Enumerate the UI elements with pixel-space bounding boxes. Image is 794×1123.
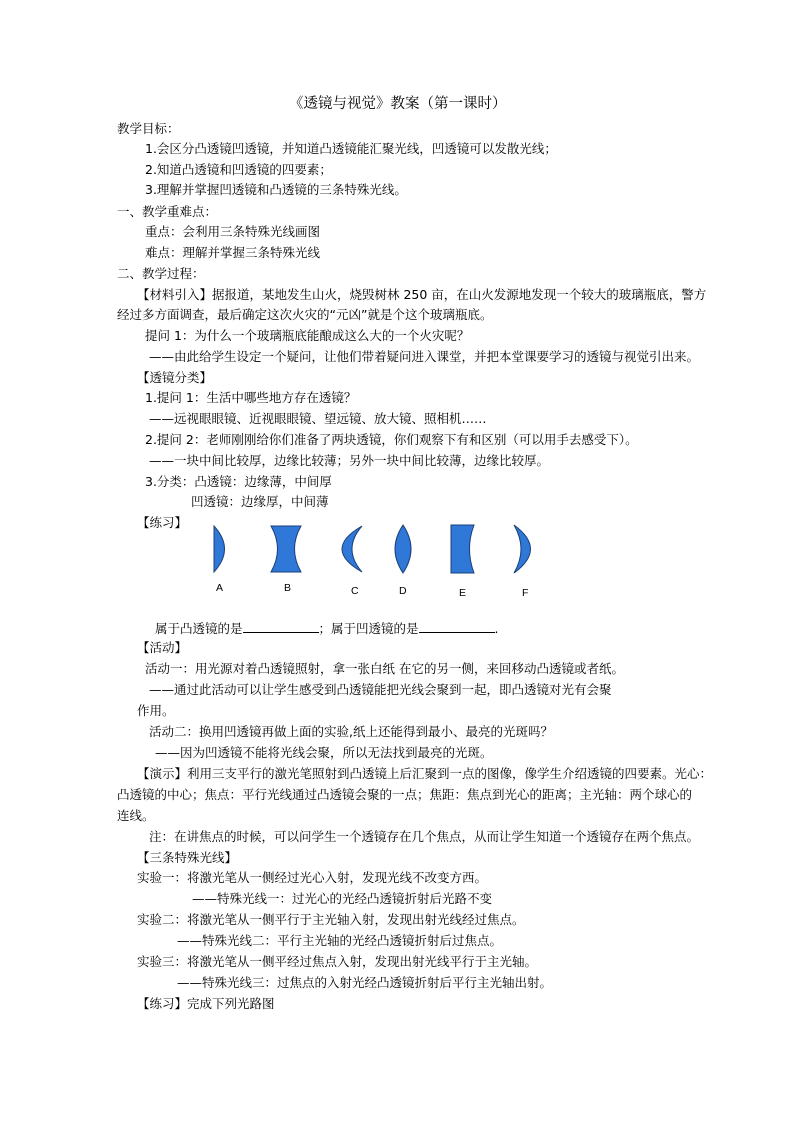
convex-answer-blank[interactable] [243,620,319,633]
lens-b [268,524,304,574]
demo-line: 凸透镜的中心；焦点：平行光线通过凸透镜会聚的一点；焦距：焦点到光心的距离；主光轴：两个球心的 [117,787,693,802]
lens-label-c: C [351,585,359,597]
answer-prefix: 属于凸透镜的是 [155,621,243,636]
classify-question: 2.提问 2：老师刚刚给你们准备了两块透镜，你们观察下有和区别（可以用手去感受下）。 [145,432,638,447]
practice-heading: 【练习】 [137,515,188,530]
concave-answer-blank[interactable] [419,620,495,633]
demo-line: 【演示】利用三支平行的激光笔照射到凸透镜上后汇聚到一点的图像，像学生介绍透镜的四要素。光心： [137,766,713,781]
intro-line: 【材料引入】据报道，某地发生山火，烧毁树林 250 亩，在山火发源地发现一个较大的玻璃瓶底，警方 [137,287,707,302]
lens-d [388,523,418,575]
question-1: 提问 1：为什么一个玻璃瓶底能酿成这么大的一个火灾呢？ [145,328,470,343]
goals-heading: 教学目标： [117,121,180,136]
activity-2: 活动二：换用凹透镜再做上面的实验,纸上还能得到最小、最亮的光斑吗？ [149,724,553,739]
lens-f-shape [514,525,531,573]
lens-label-f: F [522,587,529,599]
activity-2-note: ——因为凹透镜不能将光线会聚，所以无法找到最亮的光斑。 [155,745,493,760]
lens-a [209,524,239,574]
goal-item: 2.知道凸透镜和凹透镜的四要素； [145,162,332,177]
lens-label-b: B [284,582,292,594]
keypoint: 重点：会利用三条特殊光线画图 [145,224,321,239]
activity-1-note: 作用。 [137,703,175,718]
rays-heading: 【三条特殊光线】 [137,850,238,865]
lens-f [509,523,539,575]
classify-answer: ——一块中间比较厚，边缘比较薄；另外一块中间比较薄，边缘比较厚。 [149,453,550,468]
classify-convex: 3.分类：凸透镜：边缘薄，中间厚 [145,474,332,489]
classify-answer: ——远视眼眼镜、近视眼眼镜、望远镜、放大镜、照相机…… [149,411,487,426]
lens-b-shape [271,526,301,572]
question-1-note: ——由此给学生设定一个疑问，让他们带着疑问进入课堂，并把本堂课要学习的透镜与视觉引出来。 [149,349,700,364]
intro-line: 经过多方面调查，最后确定这次火灾的“元凶”就是个这个玻璃瓶底。 [117,307,493,322]
lens-e [448,523,478,575]
lens-c-shape [342,526,362,572]
answer-middle: ；属于凹透镜的是 [318,621,419,636]
experiment-1-note: ——特殊光线一：过光心的光经凸透镜折射后光路不变 [192,891,493,906]
demo-line: 连线。 [117,808,155,823]
activity-1: 活动一：用光源对着凸透镜照射，拿一张白纸 在它的另一侧，来回移动凸透镜或者纸。 [145,661,624,676]
classify-heading: 【透镜分类】 [137,370,213,385]
experiment-2-note: ——特殊光线二：平行主光轴的光经凸透镜折射后过焦点。 [177,933,503,948]
lens-c [330,524,366,574]
experiment-2: 实验二：将激光笔从一侧平行于主光轴入射，发现出射光线经过焦点。 [137,912,525,927]
experiment-3: 实验三：将激光笔从一侧平经过焦点入射，发现出射光线平行于主光轴。 [137,954,538,969]
lens-label-a: A [216,582,224,594]
practice-2-heading: 【练习】完成下列光路图 [137,996,275,1011]
lens-d-shape [395,525,411,573]
focus-note: 注：在讲焦点的时候，可以问学生一个透镜存在几个焦点，从而让学生知道一个透镜存在两个焦点。 [149,829,700,844]
activity-heading: 【活动】 [137,640,188,655]
goal-item: 1.会区分凸透镜凹透镜，并知道凸透镜能汇聚光线，凹透镜可以发散光线； [145,141,557,156]
answer-end: . [494,621,499,636]
experiment-3-note: ——特殊光线三：过焦点的入射光经凸透镜折射后平行主光轴出射。 [177,975,553,990]
classify-question: 1.提问 1：生活中哪些地方存在透镜？ [145,390,357,405]
activity-1-note: ——通过此活动可以让学生感受到凸透镜能把光线会聚到一起，即凸透镜对光有会聚 [149,682,612,697]
lens-label-d: D [399,585,407,597]
page-title: 《透镜与视觉》教案（第一课时） [289,96,507,112]
difficulty: 难点：理解并掌握三条特殊光线 [145,245,321,260]
lens-a-shape [214,526,225,572]
classify-concave: 凹透镜：边缘厚，中间薄 [191,494,329,509]
experiment-1: 实验一：将激光笔从一侧经过光心入射，发现光线不改变方西。 [137,870,488,885]
answer-line [155,620,499,637]
goal-item: 3.理解并掌握凹透镜和凸透镜的三条特殊光线。 [145,182,407,197]
keypoints-heading: 一、教学重难点： [117,204,218,219]
lens-e-shape [451,525,474,573]
process-heading: 二、教学过程： [117,266,205,281]
lens-label-e: E [459,587,467,599]
